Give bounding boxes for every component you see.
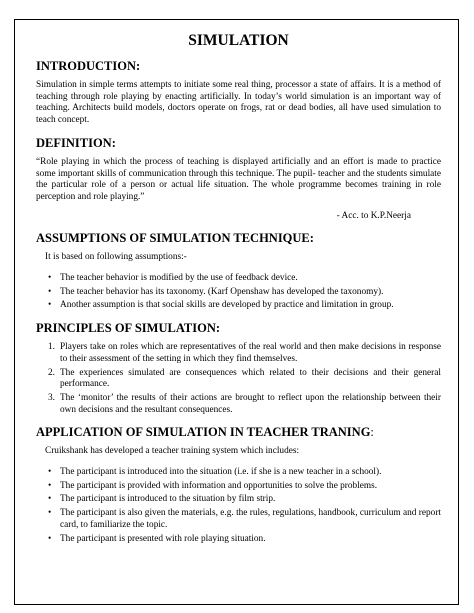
- list-item-text: The participant is introduced to the situation by film strip.: [60, 494, 276, 505]
- assumptions-intro: It is based on following assumptions:-: [45, 252, 187, 263]
- bullet-icon: •: [48, 467, 52, 478]
- list-item-text: The teacher behavior is modified by the use of feedback device.: [60, 273, 298, 284]
- list-item: [36, 342, 441, 365]
- list-item: [36, 467, 441, 479]
- bullet-icon: •: [48, 494, 52, 505]
- application-heading-text: APPLICATION OF SIMULATION IN TEACHER TRANING: [36, 425, 371, 440]
- principles-heading: PRINCIPLES OF SIMULATION:: [36, 321, 221, 336]
- application-list: [36, 467, 441, 545]
- list-item: [36, 508, 441, 531]
- list-item: [36, 481, 441, 493]
- bullet-icon: •: [48, 286, 52, 297]
- introduction-heading: INTRODUCTION:: [36, 59, 141, 73]
- assumptions-list: [36, 273, 441, 312]
- list-item-text: The participant is provided with information and opportunities to solve the problems.: [60, 480, 378, 491]
- bullet-icon: •: [48, 300, 52, 311]
- introduction-paragraph: Simulation in simple terms attempts to initiate some real thing, processor a state of affairs. It is a method of teaching through role playing by enacting artificially. In today’s world simulation is an important way of teaching. Architects build models, doctors operate on frogs, rat or dead bodies, all have used simulation to teach concept.: [36, 80, 441, 126]
- list-item: [36, 273, 441, 285]
- list-number: 1.: [48, 342, 55, 353]
- list-item: [36, 368, 441, 391]
- list-item-text: Another assumption is that social skills are developed by practice and limitation in group.: [60, 300, 394, 311]
- list-item: [36, 393, 441, 416]
- principles-list: [36, 342, 441, 416]
- list-number: 2.: [48, 367, 55, 378]
- page-title: SIMULATION: [188, 32, 289, 49]
- list-item: [36, 287, 441, 299]
- list-item-text: Players take on roles which are representatives of the real world and then make decisions in response to their assessment of the setting in which they find themselves.: [60, 342, 441, 364]
- definition-heading: DEFINITION:: [36, 135, 116, 150]
- list-item-text: The experiences simulated are consequences which related to their decisions and their general performance.: [60, 367, 441, 390]
- list-item-text: The ‘monitor’ the results of their actions are brought to reflect upon the relationship between their own decisions and the resultant consequences.: [60, 392, 441, 415]
- bullet-icon: •: [48, 273, 52, 284]
- list-item: [36, 494, 441, 506]
- list-item-text: The participant is presented with role playing situation.: [60, 533, 266, 544]
- bullet-icon: •: [48, 508, 52, 519]
- list-item-text: The participant is also given the materials, e.g. the rules, regulations, handbook, curriculum and report card, to familiarize the topic.: [60, 508, 441, 530]
- list-item: [36, 534, 441, 546]
- assumptions-heading: ASSUMPTIONS OF SIMULATION TECHNIQUE:: [36, 231, 314, 246]
- list-number: 3.: [48, 392, 55, 403]
- application-heading-colon: :: [370, 425, 374, 440]
- application-heading: [36, 425, 441, 440]
- page-content: [36, 27, 441, 554]
- application-intro: Cruikshank has developed a teacher training system which includes:: [45, 446, 300, 457]
- list-item-text: The participant is introduced into the situation (i.e. if she is a new teacher in a school).: [60, 467, 382, 478]
- bullet-icon: •: [48, 480, 52, 491]
- bullet-icon: •: [48, 533, 52, 544]
- definition-attribution: - Acc. to K.P.Neerja: [336, 210, 411, 221]
- list-item-text: The teacher behavior has its taxonomy. (Karf Openshaw has developed the taxonomy).: [60, 286, 384, 297]
- list-item: [36, 300, 441, 312]
- definition-paragraph: “Role playing in which the process of teaching is displayed artificially and an effort is made to practice some important skills of communication through this technique. The pupil- teacher and the students simulate the particular role of a person or actual life situation. The whole programme becomes training in role perception and role playing.”: [36, 156, 441, 202]
